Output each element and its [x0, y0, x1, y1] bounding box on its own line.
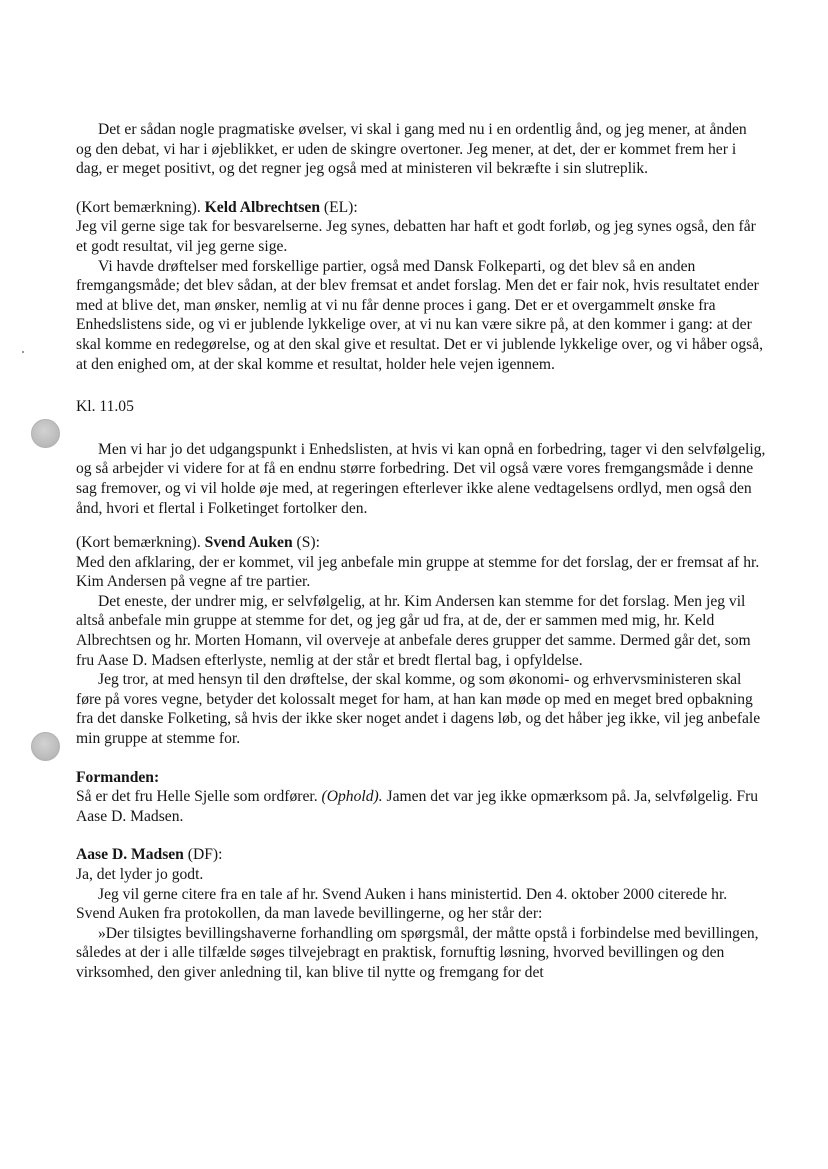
- speaker-line-aase-madsen: [76, 845, 766, 865]
- speaker-name: Formanden:: [76, 768, 160, 786]
- paragraph-negotiations: Vi havde drøftelser med forskellige partier, også med Dansk Folkeparti, og det blev så en anden fremgangsmåde; det blev sådan, at der blev fremsat et andet forslag. Men det er fair nok, hvis resultatet ender med at blive det, man ønsker, nemlig at vi nu får denne proces i gang. Det er et overgammelt ønske fra Enhedslistens side, og vi er jublende lykkelige over, at vi nu kan være sikre på, at den kommer i gang: at der skal komme en redegørelse, og at den skal give et resultat. Det er vi jublende lykkelige over, og vi håber også, at den enighed om, at der skal komme et resultat, holder hele vejen igennem.: [76, 257, 764, 373]
- speaker-prefix: (Kort bemærkning).: [76, 198, 201, 216]
- paragraph-clarification: Med den afklaring, der er kommet, vil jeg anbefale min gruppe at stemme for det forslag, der er fremsat af hr. Kim Andersen på vegne af tre partier.: [76, 553, 760, 591]
- speaker-name: Svend Auken: [204, 534, 293, 552]
- paragraph-thanks: Jeg vil gerne sige tak for besvarelserne. Jeg synes, debatten har haft et godt forløb, og jeg synes også, den får et godt resultat, vil jeg gerne sige.: [76, 218, 756, 255]
- speaker-party: (S):: [296, 534, 320, 552]
- paragraph-chair: Så er det fru Helle Sjelle som ordfører. (Ophold). Jamen det var jeg ikke opmærksom på. Ja, selvfølgelig. Fru Aase D. Madsen.: [76, 788, 759, 825]
- punch-hole-bottom: [31, 732, 60, 761]
- paragraph-quote-intro: Jeg vil gerne citere fra en tale af hr. Svend Auken i hans ministertid. Den 4. oktober 2000 citerede hr. Svend Auken fra protokollen, da man lavede bevillingerne, og her står der:: [76, 885, 728, 923]
- document-page: [76, 120, 766, 983]
- speaker-prefix: (Kort bemærkning).: [76, 534, 201, 552]
- speaker-name: Aase D. Madsen: [76, 846, 184, 864]
- speaker-party: (DF):: [187, 846, 223, 864]
- speaker-line-formanden: [76, 768, 766, 788]
- stage-direction: (Ophold).: [321, 788, 383, 806]
- time-stamp: Kl. 11.05: [76, 398, 134, 416]
- speaker-line-svend-auken: [76, 533, 766, 553]
- speaker-party: (EL):: [323, 198, 358, 216]
- paragraph-sounds-good: Ja, det lyder jo godt.: [76, 866, 204, 883]
- paragraph-quote: »Der tilsigtes bevillingshaverne forhandling om spørgsmål, der måtte opstå i forbindelse med bevillingen, således at der i alle tilfælde søges tilvejebragt en praktisk, fornuftig løsning, hvorved bevillingen og den virksomhed, den giver anledning til, kan blive til nytte og fremgang for det: [76, 924, 759, 981]
- paragraph-discussion: Jeg tror, at med hensyn til den drøftelse, der skal komme, og som økonomi- og erhvervsministeren skal føre på vores vegne, betyder det kolossalt meget for ham, at han kan møde op med en meget bred opbakning fra det danske Folketing, så hvis der ikke sker noget andet i dagens løb, og det håber jeg ikke, vil jeg anbefale min gruppe at stemme for.: [76, 671, 761, 748]
- paragraph-opening: Det er sådan nogle pragmatiske øvelser, vi skal i gang med nu i en ordentlig ånd, og jeg mener, at ånden og den debat, vi har i øjeblikket, er uden de skingre overtoner. Jeg mener, at det, der er kommet frem her i dag, er meget positivt, og det regner jeg også med at ministeren vil bekræfte i sin slutreplik.: [76, 121, 747, 178]
- punch-hole-top: [31, 419, 60, 448]
- paragraph-enhedslisten: Men vi har jo det udgangspunkt i Enhedslisten, at hvis vi kan opnå en forbedring, tager vi den selvfølgelig, og så arbejder vi videre for at få en endnu større forbedring. Det vil også være vores fremgangsmåde i denne sag fremover, og vi vil holde øje med, at regeringen efterlever ikke alene vedtagelsens ordlyd, men også den ånd, hvori et flertal i Folketinget fortolker den.: [76, 440, 766, 517]
- scan-speck: [22, 351, 24, 353]
- speaker-name: Keld Albrechtsen: [204, 198, 321, 216]
- speaker-line-keld-albrechtsen: [76, 198, 766, 218]
- paragraph-wonder: Det eneste, der undrer mig, er selvfølgelig, at hr. Kim Andersen kan stemme for det forslag. Men jeg vil altså anbefale min gruppe at stemme for det, og jeg går ud fra, at de, der er sammen med mig, hr. Keld Albrechtsen og hr. Morten Homann, vil overveje at anbefale deres grupper det samme. Dermed går det, som fru Aase D. Madsen efterlyste, nemlig at der står et bredt flertal bag, i opfyldelse.: [76, 592, 751, 669]
